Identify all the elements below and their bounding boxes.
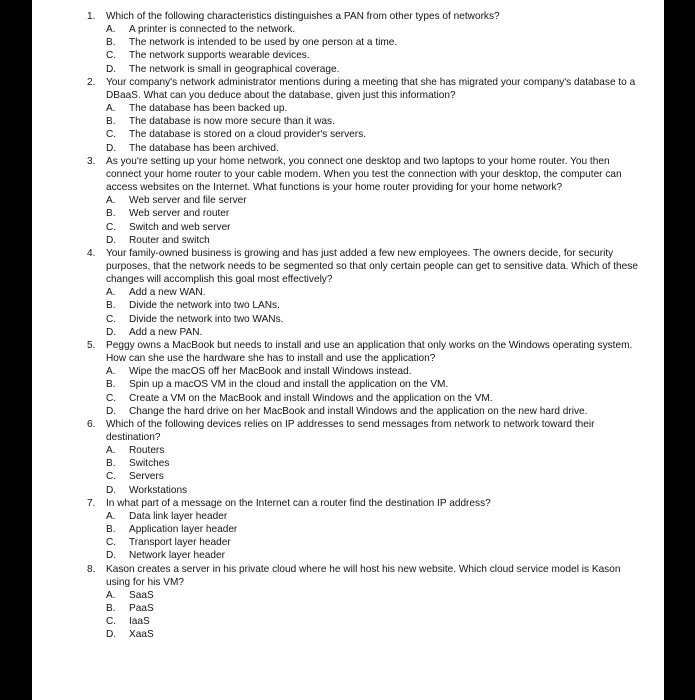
answer-option	[106, 589, 647, 602]
answer-option	[106, 142, 647, 155]
answer-option	[106, 115, 647, 128]
option-letter: C.	[106, 221, 117, 233]
option-text: Servers	[129, 471, 164, 483]
answer-option	[106, 365, 647, 378]
option-text: The network is intended to be used by one person at a time.	[129, 37, 398, 49]
option-text: Spin up a macOS VM in the cloud and install the application on the VM.	[129, 379, 449, 391]
option-text: Divide the network into two LANs.	[129, 300, 280, 312]
answer-option	[106, 392, 647, 405]
answer-option	[106, 49, 647, 62]
option-letter: A.	[106, 445, 116, 457]
answer-options	[106, 510, 647, 563]
question-7	[87, 497, 647, 563]
answer-option	[106, 378, 647, 391]
answer-option	[106, 470, 647, 483]
option-text: Switches	[129, 458, 170, 470]
option-text: Data link layer header	[129, 510, 228, 522]
question-number: 8.	[87, 563, 96, 575]
question-list	[87, 10, 647, 642]
option-letter: B.	[106, 379, 116, 391]
option-letter: B.	[106, 208, 116, 220]
answer-option	[106, 234, 647, 247]
option-letter: B.	[106, 603, 116, 615]
option-text: Change the hard drive on her MacBook and install Windows and the application on the new hard drive.	[129, 405, 588, 417]
answer-options	[106, 589, 647, 642]
answer-option	[106, 194, 647, 207]
question-text: Which of the following characteristics distinguishes a PAN from other types of networks?	[106, 11, 500, 22]
question-3	[87, 155, 647, 247]
question-2	[87, 76, 647, 155]
option-letter: B.	[106, 116, 116, 128]
option-text: The network supports wearable devices.	[129, 50, 310, 62]
option-text: The database has been archived.	[129, 142, 279, 154]
option-text: Wipe the macOS off her MacBook and install Windows instead.	[129, 366, 412, 378]
document-page	[32, 0, 664, 700]
option-letter: D.	[106, 63, 117, 75]
option-text: Add a new PAN.	[129, 326, 203, 338]
option-text: Router and switch	[129, 234, 210, 246]
question-number: 5.	[87, 339, 96, 351]
option-letter: C.	[106, 537, 117, 549]
answer-option	[106, 444, 647, 457]
question-text: In what part of a message on the Internet can a router find the destination IP address?	[106, 497, 491, 509]
option-letter: D.	[106, 550, 117, 562]
answer-option	[106, 63, 647, 76]
answer-option	[106, 326, 647, 339]
option-letter: B.	[106, 300, 116, 312]
option-text: SaaS	[129, 589, 154, 601]
question-8	[87, 563, 647, 642]
option-letter: A.	[106, 366, 116, 378]
question-number: 7.	[87, 497, 96, 509]
option-text: Routers	[129, 445, 165, 457]
option-text: A printer is connected to the network.	[129, 24, 296, 36]
question-number: 1.	[87, 11, 96, 22]
option-letter: B.	[106, 524, 116, 536]
option-letter: A.	[106, 103, 116, 115]
option-letter: A.	[106, 287, 116, 299]
option-text: Workstations	[129, 484, 188, 496]
option-text: Web server and file server	[129, 195, 247, 207]
option-letter: B.	[106, 458, 116, 470]
option-text: The database is stored on a cloud provider's servers.	[129, 129, 367, 141]
option-letter: D.	[106, 326, 117, 338]
option-letter: A.	[106, 195, 116, 207]
answer-option	[106, 207, 647, 220]
option-letter: C.	[106, 392, 117, 404]
option-letter: C.	[106, 313, 117, 325]
option-letter: D.	[106, 142, 117, 154]
option-text: The database is now more secure than it was.	[129, 116, 335, 128]
answer-option	[106, 221, 647, 234]
answer-option	[106, 457, 647, 470]
answer-option	[106, 23, 647, 36]
option-letter: C.	[106, 50, 117, 62]
option-letter: A.	[106, 24, 116, 36]
option-letter: D.	[106, 629, 117, 641]
answer-option	[106, 536, 647, 549]
question-text: As you're setting up your home network, you connect one desktop and two laptops to your home router. You then connect your home router to your cable modem. When you test the connection with your desktop, the computer can access websites on the Internet. What functions is your home router providing for your home network?	[106, 155, 622, 194]
answer-option	[106, 299, 647, 312]
option-letter: C.	[106, 616, 117, 628]
question-text: Peggy owns a MacBook but needs to install and use an application that only works on the Windows operating system. How can she use the hardware she has to install and use the application?	[106, 339, 633, 365]
answer-option	[106, 628, 647, 641]
option-text: Transport layer header	[129, 537, 231, 549]
option-text: Web server and router	[129, 208, 230, 220]
question-number: 6.	[87, 418, 96, 430]
option-text: XaaS	[129, 629, 154, 641]
question-number: 2.	[87, 76, 96, 88]
option-letter: C.	[106, 471, 117, 483]
answer-option	[106, 313, 647, 326]
option-text: PaaS	[129, 603, 154, 615]
question-number: 4.	[87, 247, 96, 259]
option-letter: A.	[106, 589, 116, 601]
option-text: Switch and web server	[129, 221, 231, 233]
question-text: Which of the following devices relies on IP addresses to send messages from network to network toward their destination?	[106, 418, 595, 443]
answer-option	[106, 484, 647, 497]
option-text: Add a new WAN.	[129, 287, 206, 299]
question-6	[87, 418, 647, 497]
answer-options	[106, 444, 647, 497]
option-text: The network is small in geographical coverage.	[129, 63, 340, 75]
question-number: 3.	[87, 155, 96, 167]
option-letter: C.	[106, 129, 117, 141]
question-text: Your family-owned business is growing and has just added a few new employees. The owners decide, for security purposes, that the network needs to be segmented so that only certain people can get to sensitive data. Which of these changes will accomplish this goal most effectively?	[106, 247, 638, 286]
answer-options	[106, 365, 647, 418]
option-text: Divide the network into two WANs.	[129, 313, 284, 325]
question-5	[87, 339, 647, 418]
answer-option	[106, 615, 647, 628]
answer-options	[106, 102, 647, 155]
question-4	[87, 247, 647, 339]
option-text: Create a VM on the MacBook and install Windows and the application on the VM.	[129, 392, 493, 404]
answer-options	[106, 23, 647, 76]
answer-option	[106, 102, 647, 115]
option-letter: B.	[106, 37, 116, 49]
option-text: Network layer header	[129, 550, 225, 562]
question-1	[87, 10, 647, 76]
answer-option	[106, 286, 647, 299]
option-text: IaaS	[129, 616, 150, 628]
answer-option	[106, 405, 647, 418]
answer-option	[106, 128, 647, 141]
option-letter: D.	[106, 484, 117, 496]
answer-options	[106, 194, 647, 247]
answer-option	[106, 602, 647, 615]
option-letter: D.	[106, 405, 117, 417]
option-letter: A.	[106, 510, 116, 522]
answer-option	[106, 523, 647, 536]
answer-option	[106, 549, 647, 562]
option-text: The database has been backed up.	[129, 103, 288, 115]
question-text: Kason creates a server in his private cloud where he will host his new website. Which cloud service model is Kason using for his VM?	[106, 563, 621, 588]
question-text: Your company's network administrator mentions during a meeting that she has migrated your company's database to a DBaaS. What can you deduce about the database, given just this information?	[106, 76, 636, 101]
option-letter: D.	[106, 234, 117, 246]
answer-option	[106, 36, 647, 49]
answer-option	[106, 510, 647, 523]
answer-options	[106, 286, 647, 339]
option-text: Application layer header	[129, 524, 238, 536]
